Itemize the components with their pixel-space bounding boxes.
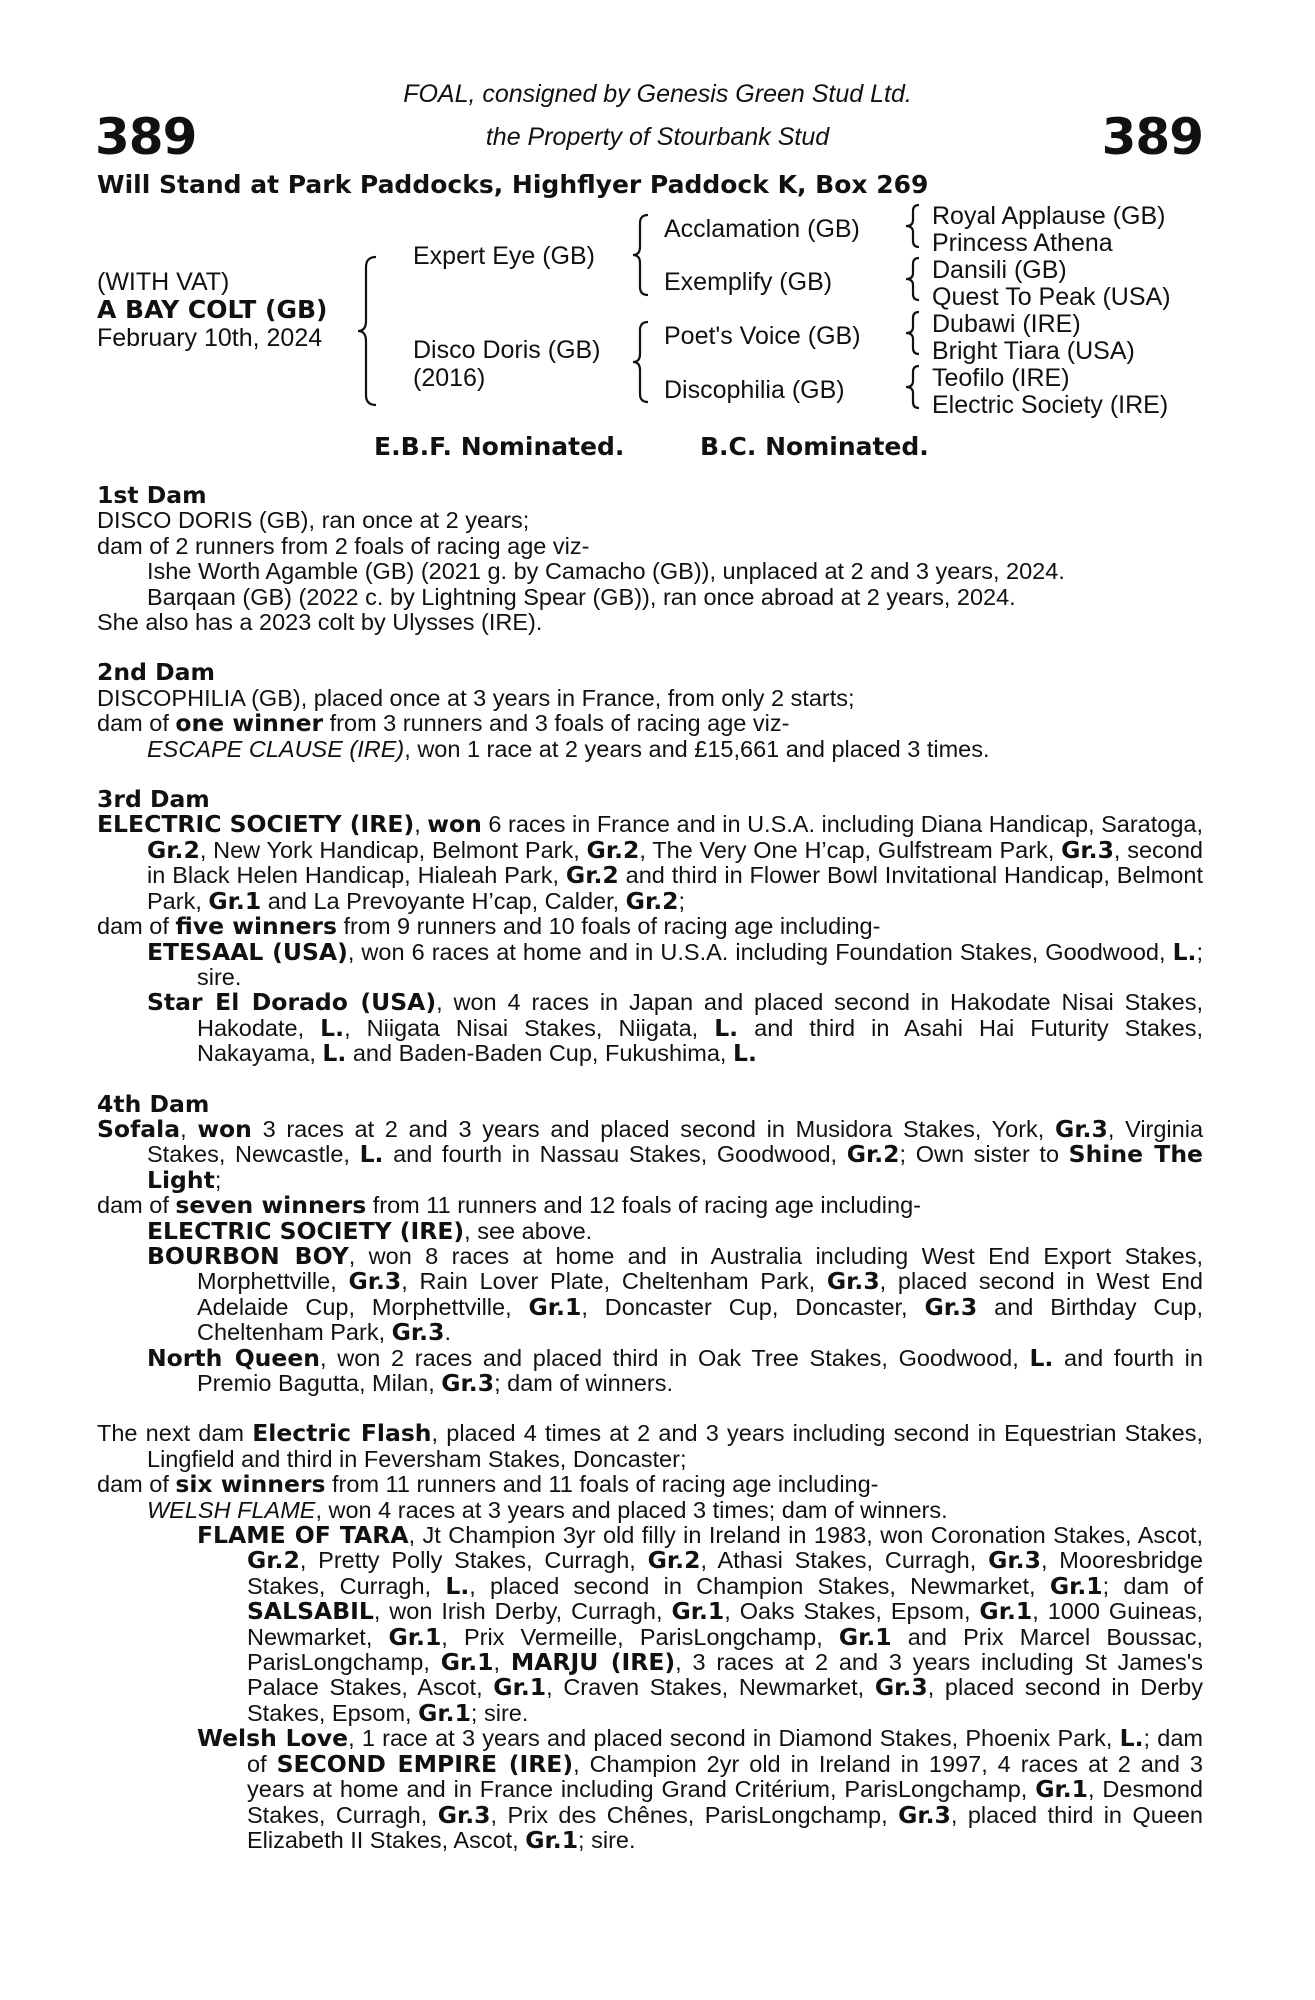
next-dam-grandfoal: FLAME OF TARA, Jt Champion 3yr old filly in Ireland in 1983, won Coronation Stakes, Ascot, Gr.2, Pretty Polly Stakes, Curragh, Gr.2, Athasi Stakes, Curragh, Gr.3, Mooresbridge Stakes, Curragh, L., placed second in Champion Stakes, Newmarket, Gr.1; dam of SALSABIL, won Irish Derby, Curragh, Gr.1, Oaks Stakes, Epsom, Gr.1, 1000 Guineas, Newmarket, Gr.1, Prix Vermeille, ParisLongchamp, Gr.1 and Prix Marcel Boussac, ParisLongchamp, Gr.1, MARJU (IRE), 3 races at 2 and 3 years including St James's Palace Stakes, Ascot, Gr.1, Craven Stakes, Newmarket, Gr.3, placed second in Derby Stakes, Epsom, Gr.1; sire. <box>197 1521 1204 1727</box>
first-dam-heading: 1st Dam <box>97 481 207 509</box>
fourth-dam-foal: BOURBON BOY, won 8 races at home and in Australia including West End Export Stakes, Morphettville, Gr.3, Rain Lover Plate, Cheltenham Park, Gr.3, placed second in West End Adelaide Cup, Morphettville, Gr.1, Doncaster Cup, Doncaster, Gr.3 and Birthday Cup, Cheltenham Park, Gr.3. <box>147 1241 1204 1347</box>
ebf-nomination: E.B.F. Nominated. <box>374 432 625 461</box>
third-dam-foal: ETESAAL (USA), won 6 races at home and in U.S.A. including Foundation Stakes, Goodwood, L.; sire. <box>147 937 1203 990</box>
property-line: the Property of Stourbank Stud <box>485 123 830 151</box>
second-dam-line: DISCOPHILIA (GB), placed once at 3 years in France, from only 2 starts; <box>97 684 855 711</box>
stand-location: Will Stand at Park Paddocks, Highflyer Paddock K, Box 269 <box>97 170 929 199</box>
subject-bracket <box>362 255 382 407</box>
first-dam-line: She also has a 2023 colt by Ulysses (IRE). <box>97 609 543 636</box>
fourth-dam-produce: dam of seven winners from 11 runners and 12 foals of racing age including- <box>97 1191 921 1220</box>
ggsire-2: Dansili (GB) <box>932 256 1067 284</box>
third-dam-produce: dam of five winners from 9 runners and 10 foals of racing age including- <box>97 912 881 941</box>
sire-sire: Acclamation (GB) <box>664 215 860 243</box>
fourth-dam-heading: 4th Dam <box>97 1089 210 1118</box>
dam-sire: Poet's Voice (GB) <box>664 322 861 350</box>
third-dam-heading: 3rd Dam <box>97 785 210 814</box>
sire-dam: Exemplify (GB) <box>664 268 833 296</box>
bracket-1 <box>908 203 924 249</box>
ggdam-4: Electric Society (IRE) <box>932 391 1169 419</box>
third-dam-foal: Star El Dorado (USA), won 4 races in Japan and placed second in Hakodate Nisai Stakes, Hakodate, L., Niigata Nisai Stakes, Niigata, L. and third in Asahi Hai Futurity Stakes, Nakayama, L. and Baden-Baden Cup, Fukushima, L. <box>147 988 1204 1068</box>
bracket-4 <box>908 364 924 410</box>
bc-nomination: B.C. Nominated. <box>700 432 929 461</box>
ggdam-3: Bright Tiara (USA) <box>932 337 1135 365</box>
next-dam-produce: dam of six winners from 11 runners and 11 foals of racing age including- <box>97 1470 879 1499</box>
second-dam-foal: ESCAPE CLAUSE (IRE), won 1 race at 2 years and £15,661 and placed 3 times. <box>147 735 990 762</box>
ggsire-1: Royal Applause (GB) <box>932 202 1166 230</box>
consignor-line: FOAL, consigned by Genesis Green Stud Ltd. <box>403 80 912 108</box>
lot-number-right: 389 <box>1101 108 1203 166</box>
bracket-3 <box>908 310 924 356</box>
next-dam-foal: WELSH FLAME, won 4 races at 3 years and placed 3 times; dam of winners. <box>147 1496 948 1523</box>
subject-name: A BAY COLT (GB) <box>97 295 328 324</box>
ggsire-3: Dubawi (IRE) <box>932 310 1081 338</box>
fourth-dam-record: Sofala, won 3 races at 2 and 3 years and placed second in Musidora Stakes, York, Gr.3, Virginia Stakes, Newcastle, L. and fourth in Nassau Stakes, Goodwood, Gr.2; Own sister to Shine The Light; <box>97 1114 1204 1194</box>
second-dam-heading: 2nd Dam <box>97 658 215 687</box>
next-dam-grandfoal: Welsh Love, 1 race at 3 years and placed second in Diamond Stakes, Phoenix Park, L.; dam of SECOND EMPIRE (IRE), Champion 2yr old in Ireland in 1997, 4 races at 2 and 3 years at home and in France including Grand Critérium, ParisLongchamp, Gr.1, Desmond Stakes, Curragh, Gr.3, Prix des Chênes, ParisLongchamp, Gr.3, placed third in Queen Elizabeth II Stakes, Ascot, Gr.1; sire. <box>197 1724 1204 1854</box>
subject-dob: February 10th, 2024 <box>97 324 323 352</box>
fourth-dam-foal: ELECTRIC SOCIETY (IRE), see above. <box>147 1216 593 1245</box>
first-dam-line: DISCO DORIS (GB), ran once at 2 years; <box>97 507 530 534</box>
dam-dam: Discophilia (GB) <box>664 376 845 404</box>
second-dam-produce: dam of one winner from 3 runners and 3 foals of racing age viz- <box>97 709 790 738</box>
first-dam-foal: Ishe Worth Agamble (GB) (2021 g. by Camacho (GB)), unplaced at 2 and 3 years, 2024. <box>147 558 1065 585</box>
ggdam-1: Princess Athena <box>932 229 1113 257</box>
first-dam-line: dam of 2 runners from 2 foals of racing age viz- <box>97 532 590 559</box>
fourth-dam-foal: North Queen, won 2 races and placed third in Oak Tree Stakes, Goodwood, L. and fourth in Premio Bagutta, Milan, Gr.3; dam of winners. <box>147 1343 1203 1397</box>
dam-bracket <box>636 320 654 404</box>
ggsire-4: Teofilo (IRE) <box>932 364 1070 392</box>
vat-note: (WITH VAT) <box>97 268 230 296</box>
next-dam-record: The next dam Electric Flash, placed 4 times at 2 and 3 years including second in Equestrian Stakes, Lingfield and third in Feversham Stakes, Doncaster; <box>97 1419 1204 1472</box>
third-dam-record: ELECTRIC SOCIETY (IRE), won 6 races in France and in U.S.A. including Diana Handicap, Saratoga, Gr.2, New York Handicap, Belmont Park, Gr.2, The Very One H’cap, Gulfstream Park, Gr.3, second in Black Helen Handicap, Hialeah Park, Gr.2 and third in Flower Bowl Invitational Handicap, Belmont Park, Gr.1 and La Prevoyante H’cap, Calder, Gr.2; <box>97 810 1204 915</box>
bracket-2 <box>908 256 924 302</box>
pedigree-notes <box>97 483 1203 1853</box>
lot-number-left: 389 <box>95 108 197 166</box>
ggdam-2: Quest To Peak (USA) <box>932 283 1171 311</box>
sire-bracket <box>636 213 654 297</box>
dam-year: (2016) <box>413 364 486 392</box>
dam: Disco Doris (GB) <box>413 336 601 364</box>
sire: Expert Eye (GB) <box>413 242 595 270</box>
first-dam-foal: Barqaan (GB) (2022 c. by Lightning Spear (GB)), ran once abroad at 2 years, 2024. <box>147 583 1016 610</box>
